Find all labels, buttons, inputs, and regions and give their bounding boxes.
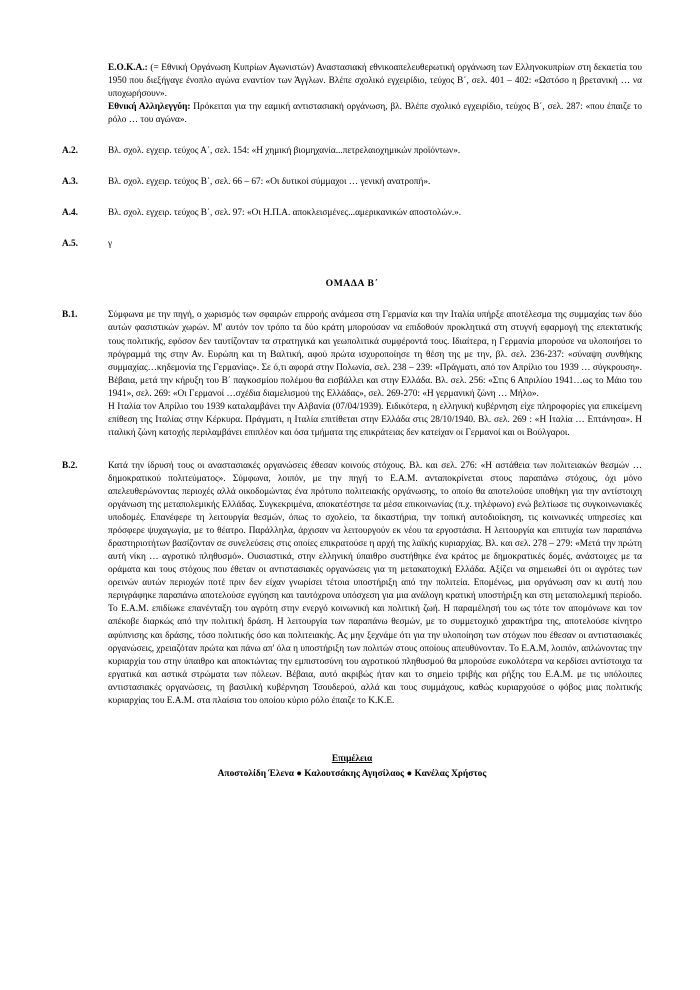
answer-b1-paragraph-1: Σύμφωνα με την πηγή, ο χωρισμός των σφαιρών επιρροής ανάμεσα στη Γερμανία και την Ιταλία υπήρξε αποτέλεσμα της συμμαχίας των δύο αυτών φασιστικών χωρών. Μ' αυτόν τον τρόπο τα δύο κράτη μπορούσαν να επιδοθούν προκλητικά στη στυγνή εφαρμογή της επεκτατικής τους πολιτικής, εφόσον δεν ταυτίζονταν τα στρατηγικά και γεωπολιτικά συμφέροντά τους. Ιδιαίτερα, η Γερμανία μπορούσε να υλοποιήσει το πρόγραμμά της στην Αν. Ευρώπη και τη Βαλτική, αφού πρώτα ισχυροποίησε τη θέση της με την, βλ. σελ. 236-237: «σύναψη συνθήκης συμμαχίας…κηδεμονία της Γερμανίας». Σε ό,τι αφορά στην Πολωνία, σελ. 238 – 239: «Πράγματι, από τον Απρίλιο του 1939 … σύγκρουση». Βέβαια, μετά την κήρυξη του Β΄ παγκοσμίου πολέμου θα εισβάλλει και στην Ελλάδα. Βλ. σελ. 256: «Στις 6 Απριλίου 1941…ως το Μάιο του 1941», σελ. 269: «Οι Γερμανοί …σχέδια διαμελισμού της Ελλάδας», σελ. 269-270: «Η γερμανική ζώνη … Μήλο».: [108, 310, 642, 399]
answer-row-a2: [62, 145, 642, 158]
group-b-heading: ΟΜΑΔΑ Β΄: [325, 278, 379, 290]
answer-text-b1: [108, 309, 642, 439]
eoka-term-text: (= Εθνική Οργάνωση Κυπρίων Αγωνιστών) Αναστασιακή εθνικοαπελευθερωτική οργάνωση των Ελληνοκυπρίων στη δεκαετία του 1950 που διεξήγαγε ένοπλο αγώνα εναντίον των Άγγλων. Βλέπε σχολικό εγχειρίδιο, τεύχος Β΄, σελ. 401 – 402: «Ωστόσο η βρετανική … να υποχωρήσουν».: [108, 63, 642, 100]
answer-label-a3: Α.3.: [62, 177, 79, 188]
answer-text-a2: Βλ. σχολ. εγχειρ. τεύχος Α΄, σελ. 154: «Η χημική βιομηχανία...πετρελαιοχημικών προϊόντων».: [108, 146, 461, 157]
answer-b1-paragraph-2: Η Ιταλία τον Απρίλιο του 1939 καταλαμβάνει την Αλβανία (07/04/1939). Ειδικότερα, η ελληνική κυβέρνηση είχε πληροφορίες για επικείμενη επίθεση της Ιταλίας στην Κέρκυρα. Πράγματι, η Ιταλία επιτίθεται στην Ελλάδα στις 28/10/1940. Βλ. σελ. 269 : «Η Ιταλία … Επτάνησα». Η ιταλική ζώνη κατοχής περιλαμβάνει επιπλέον και όσα τμήματα της επικράτειας δεν κατείχαν οι Γερμανοί και οι Βούλγαροι.: [108, 401, 642, 438]
colophon-title: Επιμέλεια: [331, 753, 373, 764]
colophon-names: Αποστολίδη Έλενα ● Καλουτσάκης Αγησίλαος ● Κανέλας Χρήστος: [217, 768, 487, 779]
answer-row-a4: [62, 207, 642, 220]
answer-row-a5: [62, 238, 642, 251]
eoka-term-label: Ε.Ο.Κ.Α.:: [108, 63, 148, 73]
colophon: [62, 752, 642, 781]
answer-b2-paragraph-1: Κατά την ίδρυσή τους οι αναστασιακές οργανώσεις έθεσαν κοινούς στόχους. Βλ. και σελ. 276: «Η αστάθεια των πολιτειακών θεσμών … δημοκρατικού πολιτεύματος». Σύμφωνα, λοιπόν, με την πηγή το Ε.Α.Μ. ανταποκρίνεται στους παραπάνω στόχους, όχι μόνο απελευθερώνοντας περιοχές αλλά οικοδομώντας ένα πρότυπο πολιτειακής οργάνωσης, το οποίο θα αποτελούσε υποθήκη για την αντίστοιχη οργάνωση της μεταπολεμικής Ελλάδας. Συγκεκριμένα, αποκατέστησε τα μέσα επικοινωνίας (π.χ. τηλέφωνο) ενώ βελτίωσε τις συγκοινωνιακές υποδομές. Επανέφερε τη λειτουργία θεσμών, όπως το σχολείο, τα δικαστήρια, την τοπική αυτοδιοίκηση, τις κοινωνικές υπηρεσίες και πρόσφερε ψυχαγωγία, με το θέατρο. Παράλληλα, άρχισαν να λειτουργούν εκ νέου τα εργοστάσια. Η λειτουργία και επιτυχία των παραπάνω δραστηριοτήτων βασίζονταν σε συνελεύσεις στις οποίες επικρατούσε η αρχή της λαϊκής κυριαρχίας. Βλ. και σελ. 278 – 279: «Μετά την πρώτη αυτή νίκη … αγροτικό πληθυσμό». Ουσιαστικά, στην ελληνική ύπαιθρο συστήθηκε ένα κράτος με δημοκρατικές δομές, ανάστοιχες με τα οράματα και τους στόχους που έθεταν οι αντιστασιακές οργανώσεις για τη μετακατοχική Ελλάδα. Αξίζει να σημειωθεί ότι οι αγρότες των ορεινών αυτών περιοχών ποτέ πριν δεν είχαν γνωρίσει τέτοια υποστήριξη από την πολιτεία. Επομένως, μια οργάνωση σαν κι αυτή που περιγράφηκε παραπάνω αποτελούσε εγγύηση και ταυτόχρονα υπόσχεση για μια ανάλογη κρατική υποστήριξη και στη μεταπολεμική περίοδο. Το Ε.Α.Μ. επιδίωκε επανένταξη του αγρότη στην ενεργό κοινωνική και πολιτική ζωή. Η παραμέλησή του ως τότε τον απομόνωνε και τον απέκοβε διαρκώς από την πολιτική δράση. Η λειτουργία των παραπάνω θεσμών, με το συμμετοχικό χαρακτήρα της, αποτελούσε κίνητρο αφύπνισης και δράσης, τόσο πολιτικής όσο και πολιτειακής. Ας μην ξεχνάμε ότι για την υλοποίηση των στόχων που έθεσαν οι αντιστασιακές οργανώσεις, χρειαζόταν πρώτα και πάνω απ' όλα η υποστήριξη των πολιτών στους οποίους απευθύνονταν. Το Ε.Α.Μ, λοιπόν, απλώνοντας την κυριαρχία του στην ύπαιθρο και αποκτώντας την εμπιστοσύνη του αγροτικού πληθυσμού θα μπορούσε ευκολότερα να κερδίσει αντίστοιχα τα εργατικά και αστικά στρώματα των πόλεων. Βέβαια, αυτό ακριβώς ήταν και το σημείο τριβής και ρήξης του Ε.Α.Μ. με τις υπόλοιπες αντιστασιακές οργανώσεις, τη βασιλική κυβέρνηση Τσουδερού, αλλά και τους συμμάχους, καθώς κυριαρχούσε ο φόβος μιας πολιτικής κυριαρχίας του Ε.Α.Μ. στα πλαίσια του οποίου κύριο ρόλο έπαιζε το Κ.Κ.Ε.: [108, 460, 643, 706]
answer-label-a4: Α.4.: [62, 208, 79, 219]
ethniki-allilengyi-paragraph: [108, 101, 642, 127]
answer-label-b1: Β.1.: [62, 310, 78, 321]
ethniki-allilengyi-term-text: Πρόκειται για την εαμική αντιστασιακή οργάνωση, βλ. Βλέπε σχολικό εγχειρίδιο, τεύχος Β΄, σελ. 287: «που έπαιζε το ρόλο … του αγώνα».: [108, 102, 643, 126]
answer-row-a3: [62, 176, 642, 189]
answer-row-b1: [62, 309, 642, 439]
answer-row-b2: [62, 460, 642, 708]
answer-label-b2: Β.2.: [62, 460, 78, 471]
intro-block: [62, 62, 642, 127]
eoka-paragraph: [108, 62, 642, 101]
answer-label-a5: Α.5.: [62, 239, 79, 250]
answer-text-b2: [108, 460, 642, 708]
answer-text-a5: γ: [108, 239, 113, 250]
answer-label-a2: Α.2.: [62, 146, 79, 157]
answer-text-a3: Βλ. σχολ. εγχειρ. τεύχος Β΄, σελ. 66 – 67: «Οι δυτικοί σύμμαχοι … γενική ανατροπή».: [108, 177, 431, 188]
answer-text-a4: Βλ. σχολ. εγχειρ. τεύχος Β΄, σελ. 97: «Οι Η.Π.Α. αποκλεισμένες...αμερικανικών αποστολών.».: [108, 208, 462, 219]
ethniki-allilengyi-term-label: Εθνική Αλληλεγγύη:: [108, 102, 191, 113]
